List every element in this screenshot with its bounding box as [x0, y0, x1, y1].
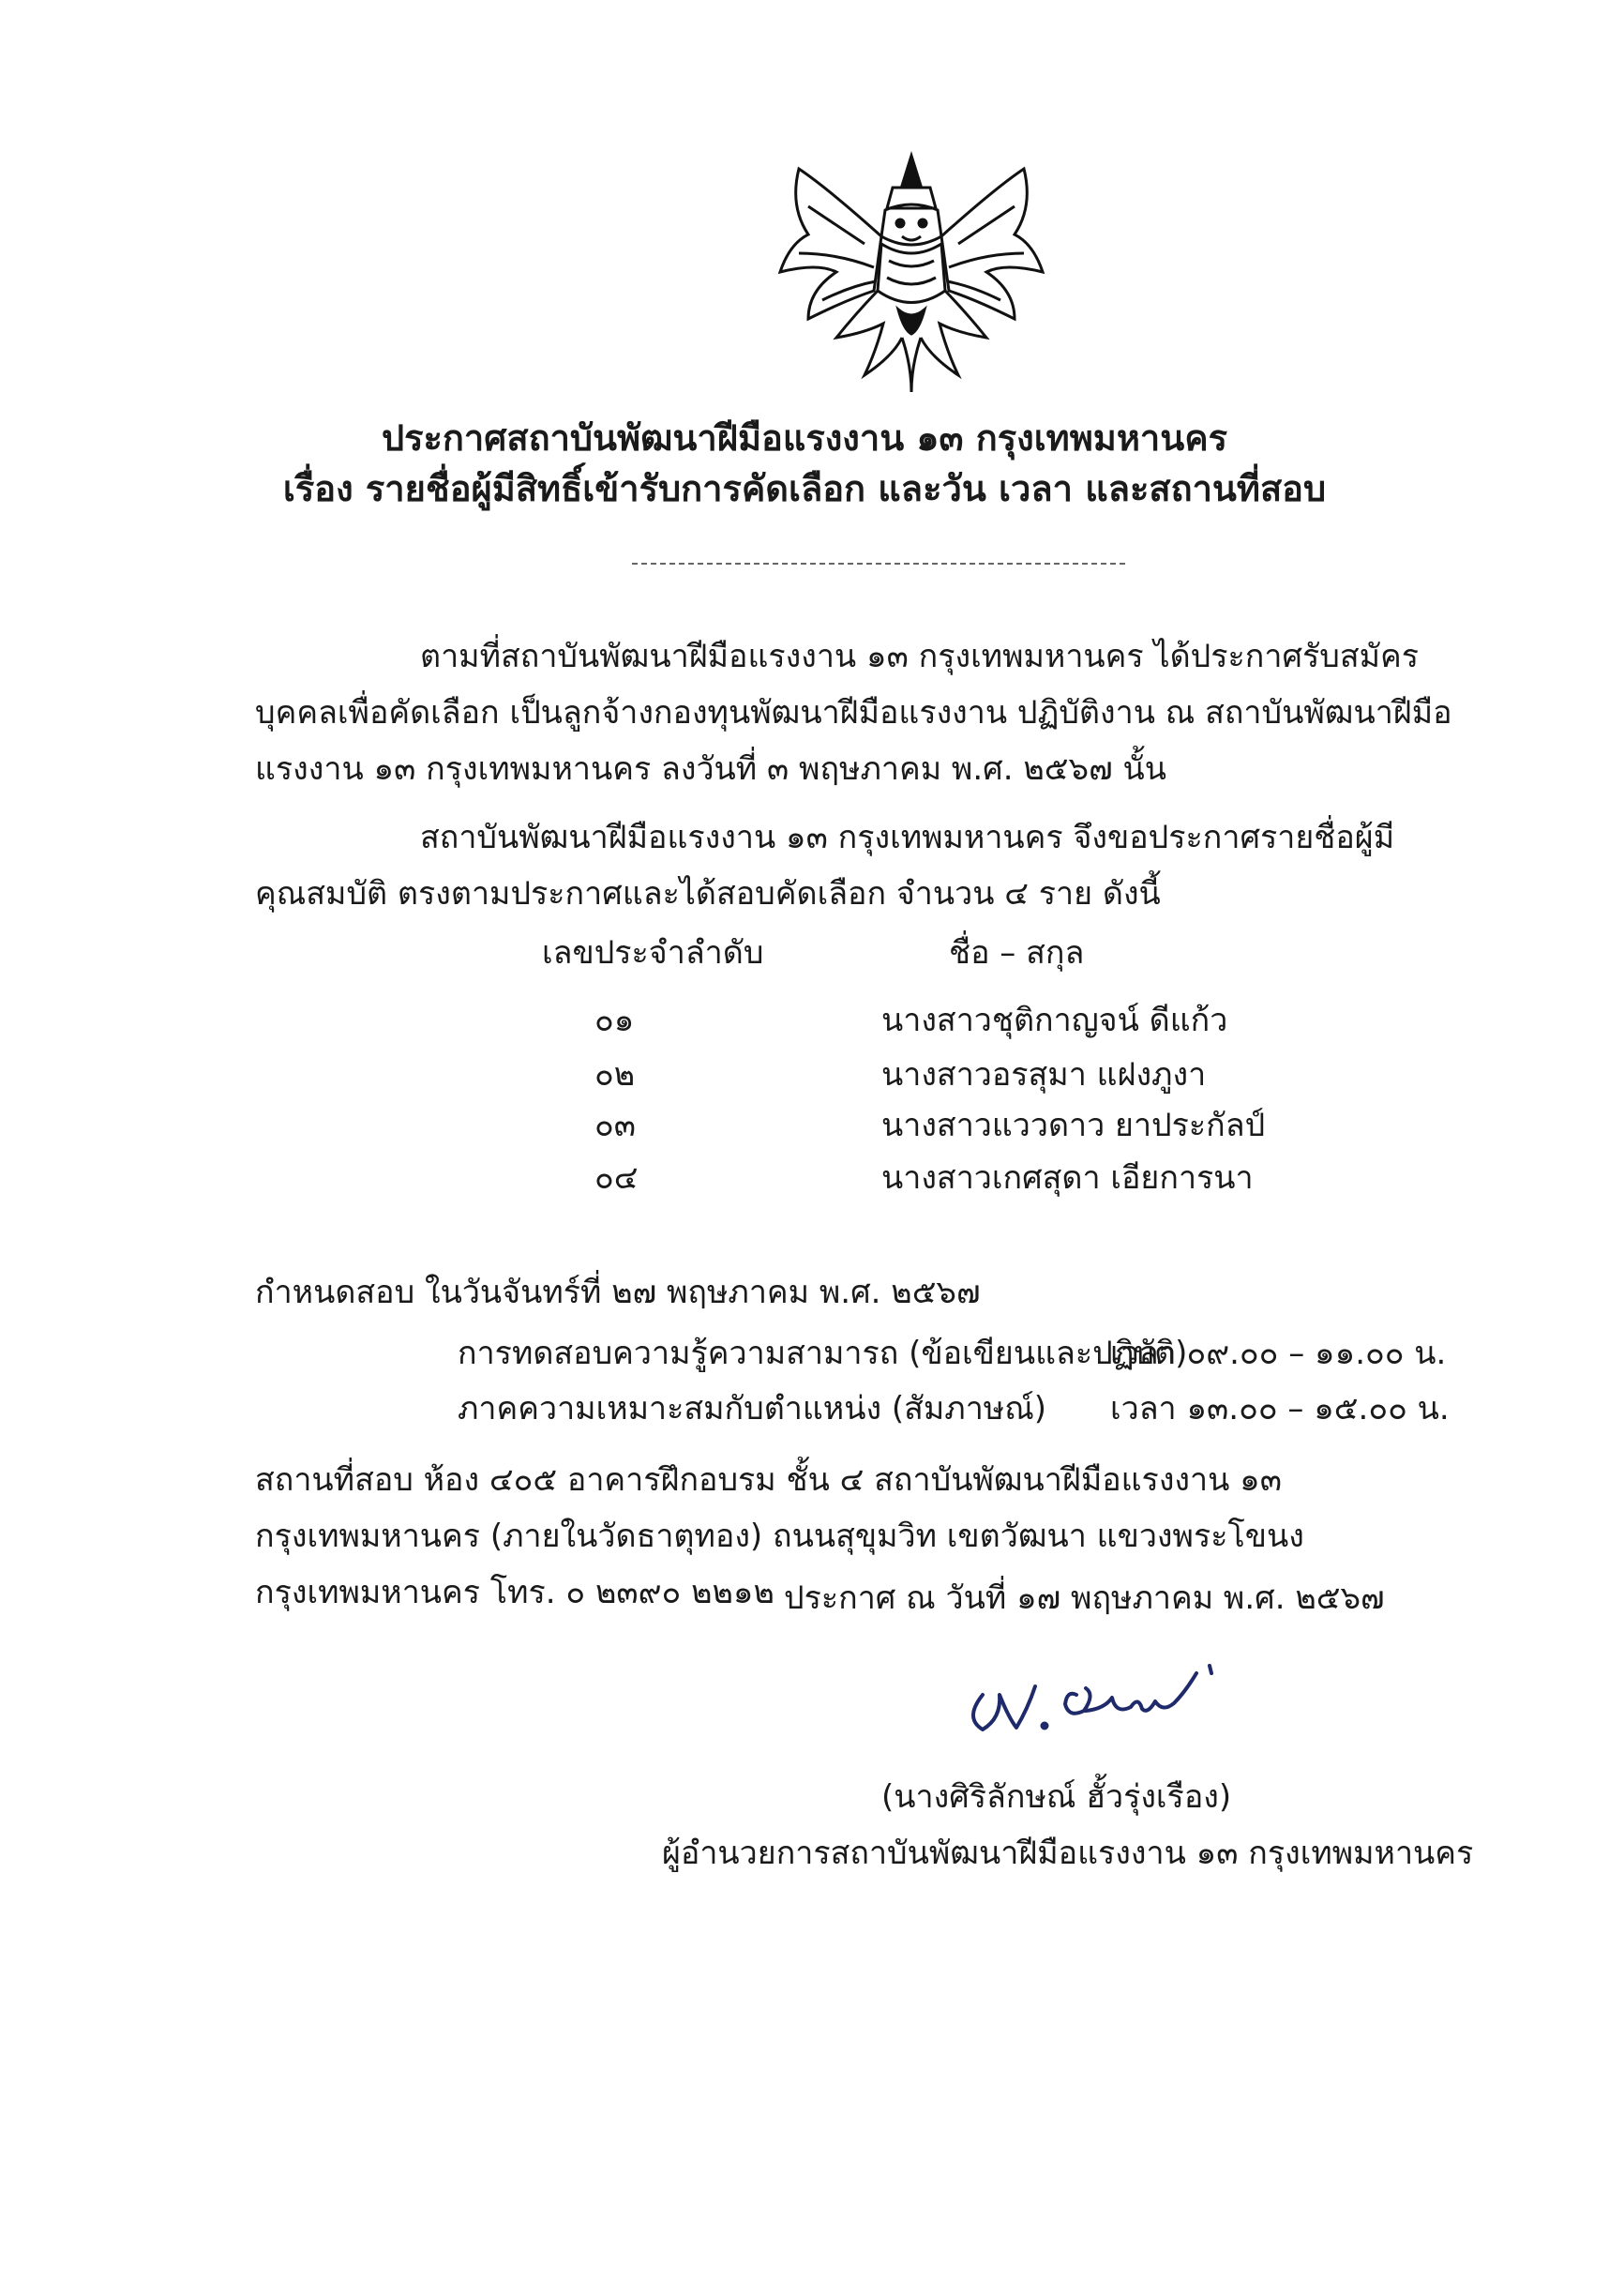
exam-venue: สถานที่สอบ ห้อง ๔๐๕ อาคารฝึกอบรม ชั้น ๔ สถาบันพัฒนาฝีมือแรงงาน ๑๓ กรุงเทพมหานคร (ภายในวัดธาตุทอง) ถนนสุขุมวิท เขตวัฒนา แขวงพระโขนง กรุงเทพมหานคร โทร. ๐ ๒๓๙๐ ๒๒๑๒	[255, 1461, 1304, 1611]
list-header-name: ชื่อ – สกุล	[949, 934, 1085, 972]
schedule-item: ภาคความเหมาะสมกับตำแหน่ง (สัมภาษณ์)	[458, 1390, 1047, 1427]
signer-name: (นางศิริลักษณ์ ฮั้วรุ่งเรือง)	[881, 1778, 1232, 1816]
dashed-divider	[632, 563, 1125, 565]
paragraph-candidates-intro	[255, 809, 1481, 922]
candidate-name: นางสาวอรสุมา แฝงภูงา	[881, 1056, 1207, 1094]
paragraph-background	[255, 628, 1481, 797]
list-header-number: เลขประจำลำดับ	[542, 934, 764, 972]
candidate-number: ๐๓	[594, 1107, 636, 1144]
handwritten-signature	[955, 1653, 1223, 1756]
announcement-date: ประกาศ ณ วันที่ ๑๗ พฤษภาคม พ.ศ. ๒๕๖๗	[784, 1579, 1385, 1617]
candidate-number: ๐๔	[594, 1159, 639, 1197]
signer-position: ผู้อำนวยการสถาบันพัฒนาฝีมือแรงงาน ๑๓ กรุงเทพมหานคร	[662, 1835, 1474, 1872]
schedule-time: เวลา ๐๙.๐๐ – ๑๑.๐๐ น.	[1110, 1335, 1447, 1372]
candidate-number: ๐๑	[594, 1002, 635, 1039]
exam-date: กำหนดสอบ ในวันจันทร์ที่ ๒๗ พฤษภาคม พ.ศ. ๒๕๖๗	[255, 1274, 981, 1311]
paragraph-background-text: ตามที่สถาบันพัฒนาฝีมือแรงงาน ๑๓ กรุงเทพมหานคร ได้ประกาศรับสมัครบุคคลเพื่อคัดเลือก เป็นลูกจ้างกองทุนพัฒนาฝีมือแรงงาน ปฏิบัติงาน ณ สถาบันพัฒนาฝีมือแรงงาน ๑๓ กรุงเทพมหานคร ลงวันที่ ๓ พฤษภาคม พ.ศ. ๒๕๖๗ นั้น	[255, 638, 1452, 788]
candidate-name: นางสาวเกศสุดา เอียการนา	[881, 1159, 1254, 1197]
announcement-title: ประกาศสถาบันพัฒนาฝีมือแรงงาน ๑๓ กรุงเทพมหานคร	[381, 417, 1228, 459]
candidate-name: นางสาวชุติกาญจน์ ดีแก้ว	[881, 1002, 1228, 1039]
announcement-subject: เรื่อง รายชื่อผู้มีสิทธิ์เข้ารับการคัดเลือก และวัน เวลา และสถานที่สอบ	[282, 468, 1327, 509]
schedule-time: เวลา ๑๓.๐๐ – ๑๕.๐๐ น.	[1110, 1390, 1450, 1427]
candidate-name: นางสาวแววดาว ยาประกัลป์	[881, 1107, 1266, 1144]
candidate-number: ๐๒	[594, 1056, 636, 1094]
schedule-item: การทดสอบความรู้ความสามารถ (ข้อเขียนและปฏิบัติ)	[458, 1335, 1188, 1372]
garuda-emblem-icon	[771, 150, 1052, 396]
paragraph-candidates-intro-text: สถาบันพัฒนาฝีมือแรงงาน ๑๓ กรุงเทพมหานคร จึงขอประกาศรายชื่อผู้มีคุณสมบัติ ตรงตามประกาศและได้สอบคัดเลือก จำนวน ๔ ราย ดังนี้	[255, 819, 1395, 913]
